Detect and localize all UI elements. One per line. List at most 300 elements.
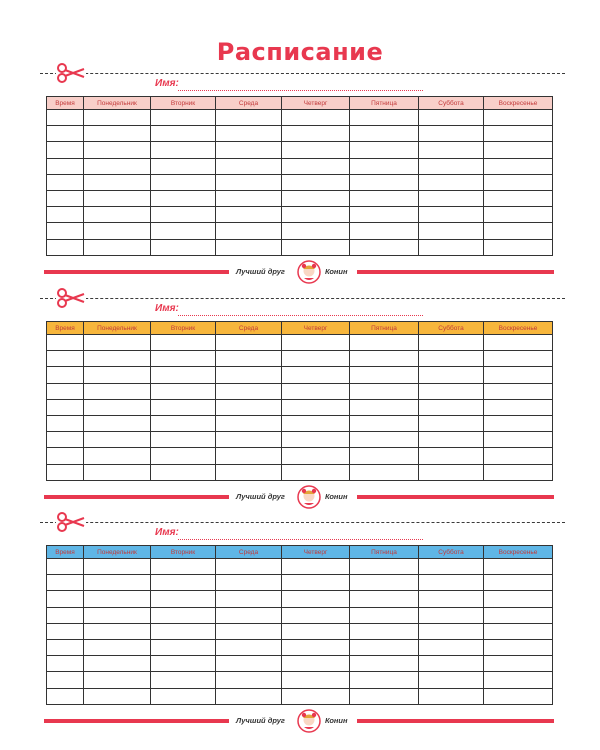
table-cell[interactable] — [47, 559, 84, 575]
table-cell[interactable] — [282, 367, 350, 383]
table-cell[interactable] — [47, 223, 84, 239]
table-cell[interactable] — [419, 383, 484, 399]
footer-rule-right — [357, 270, 554, 274]
table-row — [47, 656, 553, 672]
table-cell[interactable] — [216, 383, 282, 399]
table-cell[interactable] — [84, 351, 151, 367]
column-header: Воскресенье — [484, 322, 553, 335]
table-row — [47, 559, 553, 575]
table-row — [47, 639, 553, 655]
table-cell[interactable] — [282, 335, 350, 351]
footer-rule-left — [44, 270, 229, 274]
table-row — [47, 399, 553, 415]
table-cell[interactable] — [47, 351, 84, 367]
table-cell[interactable] — [282, 432, 350, 448]
table-cell[interactable] — [47, 639, 84, 655]
column-header: Среда — [216, 546, 282, 559]
table-cell[interactable] — [216, 575, 282, 591]
page-title: Расписание — [216, 38, 384, 66]
table-cell[interactable] — [350, 575, 419, 591]
table-cell[interactable] — [47, 432, 84, 448]
table-cell[interactable] — [484, 367, 553, 383]
table-cell[interactable] — [151, 559, 216, 575]
name-field[interactable] — [178, 90, 423, 91]
table-cell[interactable] — [47, 126, 84, 142]
footer-text-right: Конин — [325, 267, 348, 276]
table-cell[interactable] — [484, 335, 553, 351]
cut-line — [40, 73, 565, 74]
table-cell[interactable] — [350, 591, 419, 607]
table-cell[interactable] — [484, 688, 553, 704]
table-cell[interactable] — [84, 688, 151, 704]
table-cell[interactable] — [282, 126, 350, 142]
table-cell[interactable] — [151, 207, 216, 223]
table-cell[interactable] — [350, 223, 419, 239]
table-cell[interactable] — [216, 110, 282, 126]
girl-mascot-icon — [297, 260, 321, 284]
table-cell[interactable] — [84, 399, 151, 415]
table-cell[interactable] — [350, 335, 419, 351]
table-cell[interactable] — [47, 335, 84, 351]
table-cell[interactable] — [216, 432, 282, 448]
table-cell[interactable] — [151, 174, 216, 190]
footer-rule-right — [357, 495, 554, 499]
table-cell[interactable] — [151, 142, 216, 158]
table-cell[interactable] — [282, 142, 350, 158]
table-cell[interactable] — [47, 399, 84, 415]
table-cell[interactable] — [350, 639, 419, 655]
column-header: Суббота — [419, 322, 484, 335]
name-field[interactable] — [178, 315, 423, 316]
table-cell[interactable] — [47, 656, 84, 672]
table-row — [47, 110, 553, 126]
table-cell[interactable] — [419, 142, 484, 158]
table-cell[interactable] — [350, 623, 419, 639]
column-header: Время — [47, 97, 84, 110]
table-row — [47, 464, 553, 480]
table-cell[interactable] — [350, 126, 419, 142]
table-cell[interactable] — [350, 607, 419, 623]
footer-rule-right — [357, 719, 554, 723]
table-cell[interactable] — [419, 399, 484, 415]
table-row — [47, 207, 553, 223]
table-cell[interactable] — [350, 464, 419, 480]
table-cell[interactable] — [282, 591, 350, 607]
column-header: Воскресенье — [484, 97, 553, 110]
table-cell[interactable] — [216, 623, 282, 639]
table-row — [47, 158, 553, 174]
table-row — [47, 174, 553, 190]
column-header: Суббота — [419, 97, 484, 110]
schedule-table — [46, 96, 553, 256]
table-cell[interactable] — [151, 448, 216, 464]
table-cell[interactable] — [419, 223, 484, 239]
table-cell[interactable] — [350, 399, 419, 415]
table-cell[interactable] — [282, 575, 350, 591]
table-cell[interactable] — [151, 190, 216, 206]
table-cell[interactable] — [484, 383, 553, 399]
table-cell[interactable] — [419, 607, 484, 623]
name-field[interactable] — [178, 539, 423, 540]
table-cell[interactable] — [47, 448, 84, 464]
table-cell[interactable] — [47, 672, 84, 688]
table-cell[interactable] — [216, 639, 282, 655]
table-cell[interactable] — [484, 351, 553, 367]
table-cell[interactable] — [419, 335, 484, 351]
table-row — [47, 448, 553, 464]
table-cell[interactable] — [216, 464, 282, 480]
table-cell[interactable] — [151, 672, 216, 688]
table-cell[interactable] — [151, 158, 216, 174]
table-cell[interactable] — [216, 239, 282, 255]
table-cell[interactable] — [350, 688, 419, 704]
table-cell[interactable] — [216, 559, 282, 575]
table-cell[interactable] — [484, 448, 553, 464]
header-row — [47, 322, 553, 335]
header-row — [47, 546, 553, 559]
table-cell[interactable] — [484, 464, 553, 480]
table-cell[interactable] — [484, 415, 553, 431]
table-cell[interactable] — [350, 174, 419, 190]
table-cell[interactable] — [419, 672, 484, 688]
schedule-table — [46, 545, 553, 705]
footer-rule-left — [44, 495, 229, 499]
table-cell[interactable] — [84, 559, 151, 575]
table-cell[interactable] — [47, 190, 84, 206]
table-row — [47, 575, 553, 591]
table-cell[interactable] — [484, 126, 553, 142]
table-cell[interactable] — [419, 559, 484, 575]
table-cell[interactable] — [216, 399, 282, 415]
table-cell[interactable] — [419, 656, 484, 672]
footer-text-left: Лучший друг — [236, 716, 285, 725]
column-header: Вторник — [151, 97, 216, 110]
table-cell[interactable] — [484, 190, 553, 206]
table-cell[interactable] — [419, 432, 484, 448]
table-cell[interactable] — [419, 190, 484, 206]
table-cell[interactable] — [84, 639, 151, 655]
table-cell[interactable] — [151, 591, 216, 607]
table-cell[interactable] — [47, 158, 84, 174]
table-cell[interactable] — [151, 335, 216, 351]
table-cell[interactable] — [84, 415, 151, 431]
table-cell[interactable] — [350, 207, 419, 223]
table-row — [47, 351, 553, 367]
table-cell[interactable] — [419, 575, 484, 591]
table-cell[interactable] — [47, 688, 84, 704]
table-cell[interactable] — [151, 383, 216, 399]
table-cell[interactable] — [419, 110, 484, 126]
column-header: Время — [47, 322, 84, 335]
table-cell[interactable] — [84, 575, 151, 591]
table-cell[interactable] — [350, 367, 419, 383]
table-row — [47, 142, 553, 158]
table-cell[interactable] — [84, 432, 151, 448]
table-row — [47, 383, 553, 399]
table-cell[interactable] — [84, 464, 151, 480]
table-cell[interactable] — [350, 672, 419, 688]
table-cell[interactable] — [84, 190, 151, 206]
table-cell[interactable] — [216, 688, 282, 704]
table-cell[interactable] — [282, 158, 350, 174]
table-cell[interactable] — [350, 239, 419, 255]
table-cell[interactable] — [282, 415, 350, 431]
table-cell[interactable] — [84, 174, 151, 190]
table-cell[interactable] — [282, 207, 350, 223]
table-cell[interactable] — [484, 174, 553, 190]
table-cell[interactable] — [350, 559, 419, 575]
table-row — [47, 126, 553, 142]
column-header: Время — [47, 546, 84, 559]
table-cell[interactable] — [151, 656, 216, 672]
table-cell[interactable] — [419, 174, 484, 190]
table-cell[interactable] — [84, 207, 151, 223]
column-header: Четверг — [282, 97, 350, 110]
table-cell[interactable] — [484, 399, 553, 415]
table-cell[interactable] — [151, 415, 216, 431]
table-cell[interactable] — [151, 239, 216, 255]
table-cell[interactable] — [151, 399, 216, 415]
girl-mascot-icon — [297, 709, 321, 733]
scissors-icon — [56, 62, 86, 84]
table-cell[interactable] — [47, 142, 84, 158]
column-header: Пятница — [350, 546, 419, 559]
table-cell[interactable] — [282, 448, 350, 464]
table-row — [47, 688, 553, 704]
table-cell[interactable] — [151, 639, 216, 655]
column-header: Понедельник — [84, 97, 151, 110]
table-cell[interactable] — [484, 607, 553, 623]
table-cell[interactable] — [484, 672, 553, 688]
column-header: Вторник — [151, 546, 216, 559]
table-cell[interactable] — [151, 110, 216, 126]
column-header: Суббота — [419, 546, 484, 559]
column-header: Понедельник — [84, 546, 151, 559]
footer-rule-left — [44, 719, 229, 723]
table-cell[interactable] — [419, 464, 484, 480]
table-cell[interactable] — [282, 190, 350, 206]
table-cell[interactable] — [47, 415, 84, 431]
table-cell[interactable] — [484, 110, 553, 126]
footer-text-right: Конин — [325, 492, 348, 501]
table-cell[interactable] — [282, 607, 350, 623]
table-cell[interactable] — [151, 126, 216, 142]
table-cell[interactable] — [282, 639, 350, 655]
table-row — [47, 367, 553, 383]
table-cell[interactable] — [419, 448, 484, 464]
table-cell[interactable] — [84, 607, 151, 623]
table-cell[interactable] — [419, 351, 484, 367]
table-cell[interactable] — [151, 688, 216, 704]
table-cell[interactable] — [151, 607, 216, 623]
table-cell[interactable] — [484, 623, 553, 639]
table-cell[interactable] — [484, 656, 553, 672]
table-cell[interactable] — [484, 432, 553, 448]
table-cell[interactable] — [84, 591, 151, 607]
table-cell[interactable] — [350, 158, 419, 174]
table-cell[interactable] — [84, 142, 151, 158]
table-cell[interactable] — [216, 207, 282, 223]
table-cell[interactable] — [216, 335, 282, 351]
table-cell[interactable] — [484, 239, 553, 255]
table-cell[interactable] — [484, 207, 553, 223]
table-cell[interactable] — [350, 383, 419, 399]
name-label: Имя: — [155, 303, 179, 314]
column-header: Пятница — [350, 97, 419, 110]
table-cell[interactable] — [84, 672, 151, 688]
table-cell[interactable] — [216, 158, 282, 174]
table-cell[interactable] — [484, 591, 553, 607]
footer-text-right: Конин — [325, 716, 348, 725]
table-row — [47, 672, 553, 688]
table-cell[interactable] — [84, 126, 151, 142]
table-cell[interactable] — [282, 688, 350, 704]
table-cell[interactable] — [419, 367, 484, 383]
table-row — [47, 607, 553, 623]
table-cell[interactable] — [151, 367, 216, 383]
column-header: Четверг — [282, 546, 350, 559]
table-cell[interactable] — [151, 223, 216, 239]
table-cell[interactable] — [47, 174, 84, 190]
table-cell[interactable] — [151, 575, 216, 591]
table-cell[interactable] — [484, 142, 553, 158]
table-cell[interactable] — [151, 623, 216, 639]
schedule-table — [46, 321, 553, 481]
table-cell[interactable] — [350, 656, 419, 672]
table-cell[interactable] — [47, 239, 84, 255]
table-cell[interactable] — [419, 639, 484, 655]
table-cell[interactable] — [151, 351, 216, 367]
table-cell[interactable] — [84, 383, 151, 399]
table-cell[interactable] — [47, 110, 84, 126]
table-cell[interactable] — [151, 432, 216, 448]
table-cell[interactable] — [47, 367, 84, 383]
table-cell[interactable] — [47, 607, 84, 623]
table-cell[interactable] — [282, 672, 350, 688]
table-cell[interactable] — [282, 351, 350, 367]
table-cell[interactable] — [47, 207, 84, 223]
table-cell[interactable] — [84, 367, 151, 383]
table-row — [47, 190, 553, 206]
table-row — [47, 239, 553, 255]
table-row — [47, 432, 553, 448]
table-cell[interactable] — [84, 448, 151, 464]
table-cell[interactable] — [216, 142, 282, 158]
table-cell[interactable] — [282, 656, 350, 672]
table-cell[interactable] — [47, 591, 84, 607]
table-cell[interactable] — [484, 639, 553, 655]
column-header: Понедельник — [84, 322, 151, 335]
table-cell[interactable] — [282, 239, 350, 255]
table-cell[interactable] — [419, 207, 484, 223]
table-cell[interactable] — [84, 335, 151, 351]
table-cell[interactable] — [282, 623, 350, 639]
table-cell[interactable] — [484, 559, 553, 575]
table-cell[interactable] — [216, 448, 282, 464]
table-cell[interactable] — [216, 223, 282, 239]
column-header: Вторник — [151, 322, 216, 335]
table-cell[interactable] — [350, 190, 419, 206]
table-cell[interactable] — [216, 607, 282, 623]
header-row — [47, 97, 553, 110]
footer-text-left: Лучший друг — [236, 492, 285, 501]
table-cell[interactable] — [484, 223, 553, 239]
column-header: Воскресенье — [484, 546, 553, 559]
table-cell[interactable] — [350, 415, 419, 431]
table-cell[interactable] — [216, 367, 282, 383]
girl-mascot-icon — [297, 485, 321, 509]
column-header: Четверг — [282, 322, 350, 335]
table-cell[interactable] — [84, 223, 151, 239]
table-cell[interactable] — [419, 591, 484, 607]
table-cell[interactable] — [484, 575, 553, 591]
table-cell[interactable] — [282, 223, 350, 239]
table-cell[interactable] — [216, 351, 282, 367]
table-cell[interactable] — [216, 190, 282, 206]
table-cell[interactable] — [47, 623, 84, 639]
table-cell[interactable] — [84, 110, 151, 126]
cut-line — [40, 522, 565, 523]
table-cell[interactable] — [419, 239, 484, 255]
table-cell[interactable] — [282, 110, 350, 126]
table-cell[interactable] — [47, 575, 84, 591]
table-row — [47, 623, 553, 639]
table-cell[interactable] — [282, 559, 350, 575]
table-cell[interactable] — [216, 415, 282, 431]
scissors-icon — [56, 287, 86, 309]
footer-text-left: Лучший друг — [236, 267, 285, 276]
table-cell[interactable] — [350, 110, 419, 126]
table-cell[interactable] — [350, 448, 419, 464]
table-cell[interactable] — [151, 464, 216, 480]
name-label: Имя: — [155, 527, 179, 538]
table-cell[interactable] — [84, 656, 151, 672]
column-header: Среда — [216, 97, 282, 110]
table-cell[interactable] — [216, 656, 282, 672]
table-cell[interactable] — [84, 239, 151, 255]
table-cell[interactable] — [282, 464, 350, 480]
table-row — [47, 591, 553, 607]
table-cell[interactable] — [350, 432, 419, 448]
table-cell[interactable] — [419, 623, 484, 639]
table-cell[interactable] — [419, 126, 484, 142]
table-cell[interactable] — [84, 623, 151, 639]
table-cell[interactable] — [47, 464, 84, 480]
table-cell[interactable] — [216, 174, 282, 190]
table-cell[interactable] — [282, 174, 350, 190]
table-cell[interactable] — [282, 383, 350, 399]
table-cell[interactable] — [216, 672, 282, 688]
table-cell[interactable] — [350, 351, 419, 367]
table-row — [47, 335, 553, 351]
column-header: Пятница — [350, 322, 419, 335]
table-cell[interactable] — [484, 158, 553, 174]
scissors-icon — [56, 511, 86, 533]
table-row — [47, 223, 553, 239]
name-label: Имя: — [155, 78, 179, 89]
table-cell[interactable] — [419, 688, 484, 704]
table-cell[interactable] — [47, 383, 84, 399]
table-row — [47, 415, 553, 431]
table-cell[interactable] — [216, 591, 282, 607]
table-cell[interactable] — [84, 158, 151, 174]
column-header: Среда — [216, 322, 282, 335]
table-cell[interactable] — [350, 142, 419, 158]
table-cell[interactable] — [282, 399, 350, 415]
table-cell[interactable] — [419, 158, 484, 174]
table-cell[interactable] — [216, 126, 282, 142]
table-cell[interactable] — [419, 415, 484, 431]
